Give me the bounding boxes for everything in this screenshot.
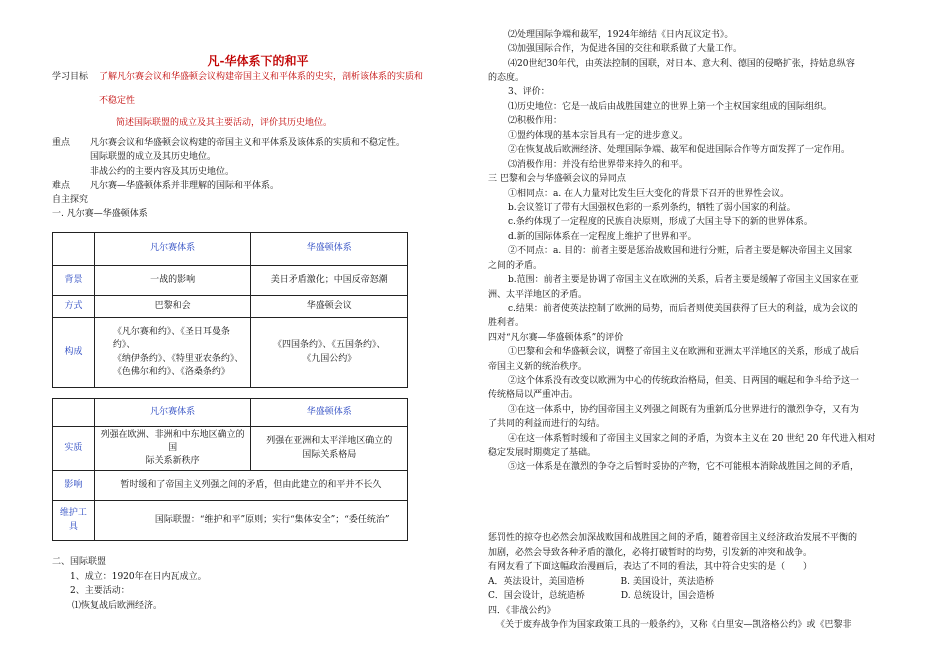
table-cell: 美日矛盾激化；中国反帝怒潮 <box>251 266 408 296</box>
key-item: 凡尔赛会议和华盛顿会议构建的帝国主义和平体系及该体系的实质和不稳定性。 <box>90 138 406 148</box>
right-paragraph-line: 胜利者。 <box>488 318 525 328</box>
right-paragraph-line: c.条约体现了一定程度的民族自决原则，形成了大国主导下的新的世界体系。 <box>508 217 813 227</box>
section-1-heading: 一. 凡尔赛—华盛顿体系 <box>52 209 148 219</box>
right-paragraph-line: ⑴历史地位：它是一战后由战胜国建立的世界上第一个主权国家组成的国际组织。 <box>508 102 833 112</box>
row-label-method: 方式 <box>53 296 95 318</box>
goals-line-2: 不稳定性 <box>99 96 136 106</box>
right-paragraph-line: ②不同点：a. 目的：前者主要是惩治战败国和进行分赃，后者主要是解决帝国主义国家 <box>508 246 853 256</box>
table-cell <box>251 427 408 471</box>
right-paragraph-line: ①相同点：a. 在人力量对比发生巨大变化的背景下召开的世界性会议。 <box>508 189 790 199</box>
row-label-impact: 影响 <box>53 471 95 501</box>
right-paragraph-line: c.结果：前者使英法控制了欧洲的局势，而后者则使美国获得了巨大的利益，成为会议的 <box>508 304 858 314</box>
right-paragraph-line: 《关于废弃战争作为国家政策工具的一般条约》，又称《白里安—凯洛格公约》或《巴黎非 <box>496 620 852 630</box>
right-paragraph-line: b.会议签订了带有大国强权色彩的一系列条约，牺牲了弱小国家的利益。 <box>508 203 796 213</box>
table-cell: 巴黎和会 <box>94 296 251 318</box>
cell-line: 列强在亚洲和太平洋地区确立的 <box>266 436 393 447</box>
table-corner <box>53 399 95 427</box>
right-paragraph-line: 传统格局以严重冲击。 <box>488 390 579 400</box>
cell-line: 国际关系格局 <box>302 449 357 460</box>
right-paragraph-line: ⑵处理国际争端和裁军，1924年缔结《日内瓦议定书》。 <box>508 30 734 40</box>
self-study-heading: 自主探究 <box>52 195 89 205</box>
col-header-versailles: 凡尔赛体系 <box>94 233 251 266</box>
key-item: 国际联盟的成立及其历史地位。 <box>90 152 217 162</box>
treaty-line: 《凡尔赛和约》、《圣日耳曼条约》、 <box>112 327 230 351</box>
goals-line-3: 简述国际联盟的成立及其主要活动，评价其历史地位。 <box>116 118 333 128</box>
col-header-versailles: 凡尔赛体系 <box>94 399 251 427</box>
goals-line-1: 了解凡尔赛会议和华盛顿会议构建帝国主义和平体系的史实，剖析该体系的实质和 <box>99 72 424 82</box>
row-label-background: 背景 <box>53 266 95 296</box>
right-paragraph-line: ②在恢复战后欧洲经济、处理国际争端、裁军和促进国际合作等方面发挥了一定作用。 <box>508 145 851 155</box>
right-paragraph-line: ⑵积极作用： <box>508 116 563 126</box>
cell-line: 维护工 <box>59 508 87 519</box>
table-cell <box>94 318 251 388</box>
paragraph: ⑴恢复战后欧洲经济。 <box>72 601 163 611</box>
table-cell <box>94 427 251 471</box>
right-paragraph-line: C．国会设计，总统造桥 D. 总统设计，国会造桥 <box>488 591 715 601</box>
table-1 <box>52 232 408 388</box>
key-label: 重点 <box>52 138 71 148</box>
right-paragraph-line: 3、评价： <box>508 87 550 97</box>
paragraph: 2、主要活动： <box>70 586 130 596</box>
table-cell <box>251 318 408 388</box>
right-paragraph-line: 加剧，必然会导致各种矛盾的激化，必将打破暂时的均势，引发新的冲突和战争。 <box>488 548 813 558</box>
difficult-text: 凡尔赛—华盛顿体系并非理解的国际和平体系。 <box>90 181 280 191</box>
table-2 <box>52 398 408 541</box>
section-2-heading: 二、国际联盟 <box>52 557 107 567</box>
table-cell: 一战的影响 <box>94 266 251 296</box>
treaty-line: 《九国公约》 <box>302 353 357 364</box>
row-label-tool <box>53 501 95 541</box>
treaty-line: 《四国条约》、《五国条约》、 <box>272 340 386 351</box>
right-paragraph-line: ④在这一体系暂时缓和了帝国主义国家之间的矛盾，为资本主义在 20 世纪 20 年代进入相对 <box>508 434 876 444</box>
row-label-composition: 构成 <box>53 318 95 388</box>
key-item: 非战公约的主要内容及其历史地位。 <box>90 167 235 177</box>
treaty-line: 《纳伊条约》、《特里亚农条约》、 <box>112 353 244 364</box>
right-paragraph-line: ②这个体系没有改变以欧洲为中心的传统政治格局，但美、日两国的崛起和争斗给予这一 <box>508 376 860 386</box>
right-paragraph-line: d.新的国际体系在一定程度上维护了世界和平。 <box>508 232 697 242</box>
right-paragraph-line: ⑶加强国际合作，为促进各国的交往和联系做了大量工作。 <box>508 44 743 54</box>
difficult-label: 难点 <box>52 181 71 191</box>
right-paragraph-line: ①盟约体现的基本宗旨具有一定的进步意义。 <box>508 131 689 141</box>
paragraph: 1、成立：1920年在日内瓦成立。 <box>70 572 207 582</box>
page-title: 凡-华体系下的和平 <box>207 54 309 68</box>
right-paragraph-line: 惩罚性的掠夺也必然会加深战败国和战胜国之间的矛盾，随着帝国主义经济政治发展不平衡的 <box>488 533 858 543</box>
right-paragraph-line: 有网友看了下面这幅政治漫画后，表达了不同的看法，其中符合史实的是（ ） <box>488 562 813 572</box>
col-header-washington: 华盛顿体系 <box>251 399 408 427</box>
cell-line: 列强在欧洲、非洲和中东地区确立的国 <box>100 429 245 453</box>
right-paragraph-line: 四对“凡尔赛—华盛顿体系”的评价 <box>488 333 624 343</box>
table-cell: 国际联盟：“维护和平”原则；实行“集体安全”；“委任统治” <box>94 501 407 541</box>
right-paragraph-line: ⑷20世纪30年代，由英法控制的国联，对日本、意大利、德国的侵略扩张，持姑息纵容 <box>508 59 855 69</box>
right-paragraph-line: 洲、太平洋地区的矛盾。 <box>488 290 588 300</box>
row-label-essence: 实质 <box>53 427 95 471</box>
treaty-line: 《色佛尔和约》、《洛桑条约》 <box>112 366 230 377</box>
cell-line: 具 <box>68 521 78 532</box>
right-paragraph-line: ⑶消极作用：并没有给世界带来持久的和平。 <box>508 160 689 170</box>
right-paragraph-line: 四．《非战公约》 <box>488 606 556 616</box>
right-paragraph-line: 帝国主义新的统治秩序。 <box>488 362 588 372</box>
right-paragraph-line: b.范围：前者主要是协调了帝国主义在欧洲的关系，后者主要是缓解了帝国主义国家在亚 <box>508 275 859 285</box>
col-header-washington: 华盛顿体系 <box>251 233 408 266</box>
right-paragraph-line: ⑤这一体系是在激烈的争夺之后暂时妥协的产物，它不可能根本消除战胜国之间的矛盾， <box>508 462 860 472</box>
right-paragraph-line: A．英法设计，美国造桥 B. 美国设计，英法造桥 <box>488 577 714 587</box>
table-cell: 暂时缓和了帝国主义列强之间的矛盾，但由此建立的和平并不长久 <box>94 471 407 501</box>
table-cell: 华盛顿会议 <box>251 296 408 318</box>
right-paragraph-line: 之间的矛盾。 <box>488 261 543 271</box>
right-paragraph-line: ③在这一体系中，协约国帝国主义列强之间既有为重新瓜分世界进行的激烈争夺，又有为 <box>508 405 860 415</box>
right-paragraph-line: 三 巴黎和会与华盛顿会议的异同点 <box>488 174 626 184</box>
right-paragraph-line: 稳定发展时期奠定了基础。 <box>488 448 597 458</box>
goals-label: 学习目标 <box>52 72 89 82</box>
cell-line: 际关系新秩序 <box>145 456 200 467</box>
right-paragraph-line: 了共同的利益而进行的勾结。 <box>488 419 606 429</box>
table-corner <box>53 233 95 266</box>
right-paragraph-line: ①巴黎和会和华盛顿会议，调整了帝国主义在欧洲和亚洲太平洋地区的关系，形成了战后 <box>508 347 860 357</box>
right-paragraph-line: 的态度。 <box>488 73 525 83</box>
